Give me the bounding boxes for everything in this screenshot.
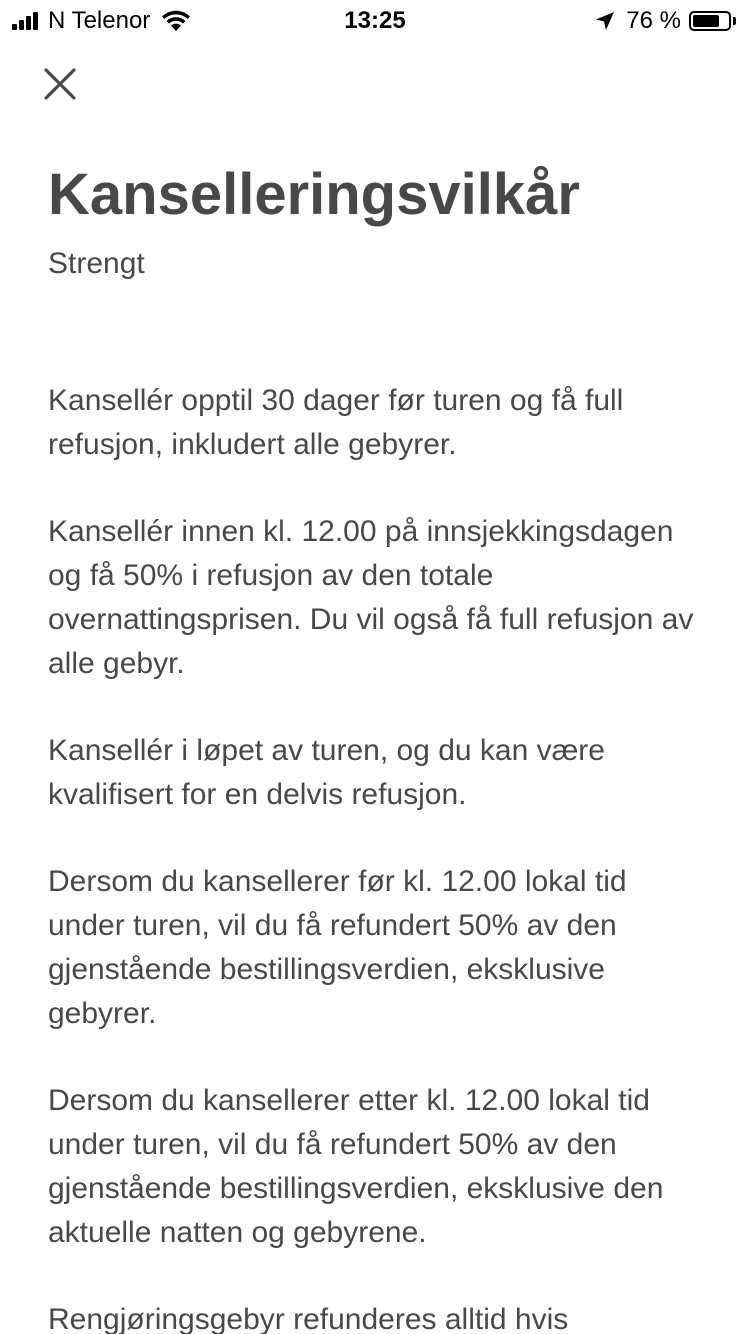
carrier-name: N Telenor — [48, 7, 151, 34]
policy-paragraph: Rengjøringsgebyr refunderes alltid hvis — [48, 1303, 569, 1334]
page-title: Kanselleringsvilkår — [48, 162, 580, 227]
battery-cap — [733, 17, 736, 25]
battery-level-fill — [693, 15, 719, 27]
close-button[interactable] — [36, 60, 84, 108]
policy-paragraph: Kansellér i løpet av turen, og du kan være kvalifisert for en delvis refusjon. — [48, 734, 605, 811]
location-arrow-icon — [594, 10, 616, 32]
policy-description — [48, 379, 708, 1334]
policy-paragraph: Dersom du kansellerer før kl. 12.00 lokal tid under turen, vil du få refundert 50% av den gjenstående bestillingsverdien, eksklusive gebyrer. — [48, 865, 627, 1030]
battery-percent: 76 % — [626, 7, 681, 34]
policy-level: Strengt — [48, 247, 145, 280]
close-icon — [43, 67, 77, 101]
policy-paragraph: Kansellér opptil 30 dager før turen og få full refusjon, inkludert alle gebyrer. — [48, 384, 624, 461]
battery-icon — [689, 11, 731, 31]
policy-paragraph: Dersom du kansellerer etter kl. 12.00 lokal tid under turen, vil du få refundert 50% av den gjenstående bestillingsverdien, eksklusive den aktuelle natten og gebyrene. — [48, 1084, 664, 1249]
status-bar — [0, 0, 750, 40]
policy-paragraph: Kansellér innen kl. 12.00 på innsjekkingsdagen og få 50% i refusjon av den totale overnattingsprisen. Du vil også få full refusjon av alle gebyr. — [48, 515, 694, 680]
status-time: 13:25 — [344, 7, 406, 34]
status-bar-right — [594, 6, 736, 36]
